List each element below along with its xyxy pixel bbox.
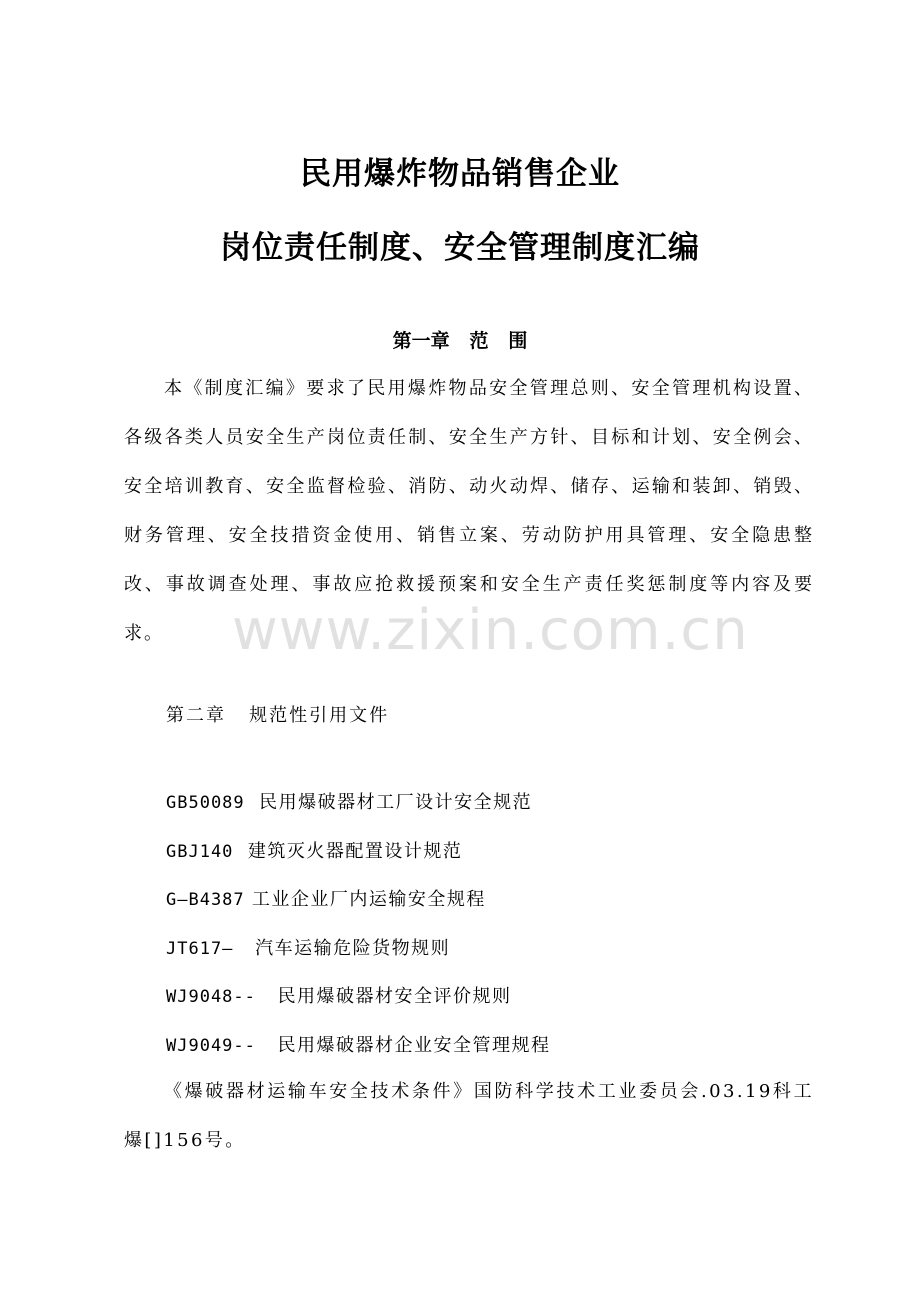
reference-name: 汽车运输危险货物规则	[255, 937, 451, 959]
reference-name: 民用爆破器材企业安全管理规程	[277, 1034, 551, 1056]
reference-item	[166, 930, 551, 979]
reference-separator	[233, 841, 247, 862]
reference-item	[166, 881, 551, 930]
reference-code: WJ9048--	[166, 987, 256, 1008]
reference-name: 建筑灭火器配置设计规范	[247, 840, 463, 862]
reference-code: G—B4387	[166, 890, 245, 911]
reference-name: 民用爆破器材安全评价规则	[277, 986, 512, 1008]
reference-separator	[256, 1035, 278, 1056]
document-title-line-2: 岗位责任制度、安全管理制度汇编	[220, 230, 700, 266]
reference-code: WJ9049--	[166, 1035, 256, 1056]
watermark: www.zixin.com.cn	[232, 598, 749, 663]
chapter-2-heading: 第二章 规范性引用文件	[166, 705, 390, 726]
reference-item	[166, 833, 551, 882]
chapter-1-paragraph: 本《制度汇编》要求了民用爆炸物品安全管理总则、安全管理机构设置、各级各类人员安全生产岗位责任制、安全生产方针、目标和计划、安全例会、安全培训教育、安全监督检验、消防、动火动焊、储存、运输和装卸、销毁、财务管理、安全技措资金使用、销售立案、劳动防护用具管理、安全隐患整改、事故调查处理、事故应抢救援预案和安全生产责任奖惩制度等内容及要求。	[124, 378, 814, 644]
reference-code: JT617—	[166, 938, 234, 959]
reference-separator	[245, 792, 259, 813]
reference-item	[166, 978, 551, 1027]
reference-list	[166, 784, 551, 1076]
reference-name: 民用爆破器材工厂设计安全规范	[259, 792, 533, 813]
chapter-1-heading: 第一章 范 围	[392, 330, 528, 352]
reference-name: 工业企业厂内运输安全规程	[251, 889, 486, 911]
reference-item	[166, 784, 551, 833]
reference-separator	[233, 938, 255, 959]
reference-code: GB50089	[166, 793, 245, 813]
document-title-line-1: 民用爆炸物品销售企业	[300, 156, 620, 192]
reference-code: GBJ140	[166, 841, 234, 862]
reference-separator	[245, 889, 252, 910]
closing-paragraph: 《爆破器材运输车安全技术条件》国防科学技术工业委员会.03.19科工爆[]156号。	[124, 1081, 814, 1151]
reference-separator	[256, 986, 278, 1007]
